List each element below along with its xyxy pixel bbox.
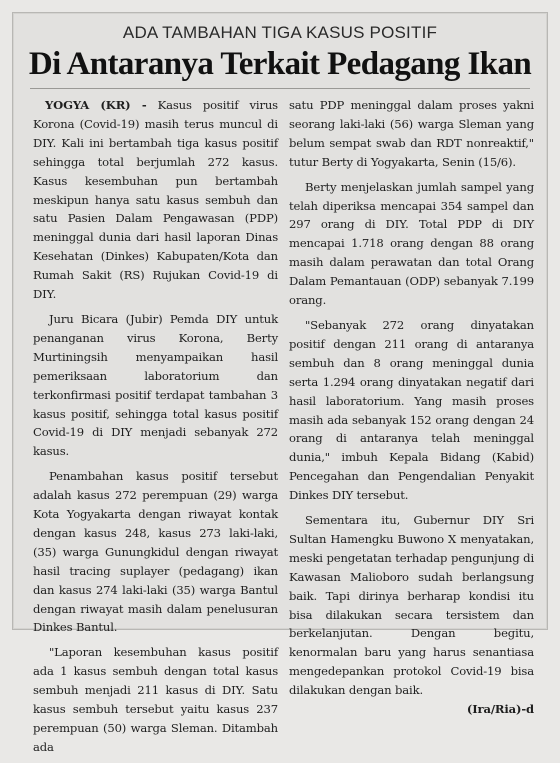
article-paragraph: Juru Bicara (Jubir) Pemda DIY untuk penanganan virus Korona, Berty Murtiningsih menyampaikan hasil pemeriksaan laboratorium dan terkonfirmasi positif terdapat tambahan 3 kasus positif, sehingga total kasus positif Covid-19 di DIY menjadi sebanyak 272 kasus. bbox=[33, 311, 278, 459]
article-column-right bbox=[289, 96, 534, 725]
article-kicker: ADA TAMBAHAN TIGA KASUS POSITIF bbox=[122, 23, 438, 42]
paragraph-text: Kasus positif virus Korona (Covid-19) masih terus muncul di DIY. Kali ini bertambah tiga kasus positif sehingga total berjumlah 272 kasus. Kasus kesembuhan pun bertambah meskipun hanya satu kasus sembuh dan satu Pasien Dalam Pengawasan (PDP) meninggal dunia dari hasil laporan Dinas Kesehatan (Dinkes) Kabupaten/Kota dan Rumah Sakit (RS) Rujukan Covid-19 di DIY. bbox=[33, 98, 278, 302]
article-paragraph bbox=[33, 96, 278, 304]
article-column-left bbox=[33, 96, 278, 763]
dateline: YOGYA (KR) - bbox=[45, 98, 147, 112]
headline-divider bbox=[30, 88, 530, 89]
article-paragraph bbox=[289, 511, 534, 719]
article-headline: Di Antaranya Terkait Pedagang Ikan bbox=[28, 46, 532, 82]
article-paragraph: Penambahan kasus positif tersebut adalah kasus 272 perempuan (29) warga Kota Yogyakarta dengan riwayat kontak dengan kasus 248, kasus 273 laki-laki, (35) warga Gunungkidul dengan riwayat hasil tracing suplayer (pedagang) ikan dan kasus 274 laki-laki (35) warga Bantul dengan riwayat masih dalam penelusuran Dinkes Bantul. bbox=[33, 469, 278, 635]
article-paragraph: "Laporan kesembuhan kasus positif ada 1 kasus sembuh dengan total kasus sembuh menjadi 211 kasus di DIY. Satu kasus sembuh tersebut yaitu kasus 237 perempuan (50) warga Sleman. Ditambah ada bbox=[33, 645, 278, 754]
paragraph-text: Sementara itu, Gubernur DIY Sri Sultan Hamengku Buwono X menyatakan, meski pengetatan terhadap pengunjung di Kawasan Malioboro sudah berlangsung baik. Tapi dirinya berharap kondisi itu bisa dilakukan secara tersistem dan berkelanjutan. Dengan begitu, kenormalan baru yang harus senantiasa mengedepankan protokol Covid-19 bisa dilakukan dengan baik. bbox=[289, 513, 534, 698]
author-signoff: (Ira/Ria)-d bbox=[466, 702, 534, 717]
article-paragraph: "Sebanyak 272 orang dinyatakan positif dengan 211 orang di antaranya sembuh dan 8 orang meninggal dunia serta 1.294 orang dinyatakan negatif dari hasil laboratorium. Yang masih proses masih ada sebanyak 152 orang dengan 24 orang di antaranya telah meninggal dunia," imbuh Kepala Bidang (Kabid) Pencegahan dan Pengendalian Penyakit Dinkes DIY tersebut. bbox=[289, 317, 534, 503]
article-paragraph: satu PDP meninggal dalam proses yakni seorang laki-laki (56) warga Sleman yang belum sempat swab dan RDT nonreaktif," tutur Berty di Yogyakarta, Senin (15/6). bbox=[289, 98, 534, 169]
article-paragraph: Berty menjelaskan jumlah sampel yang telah diperiksa mencapai 354 sampel dan 297 orang di DIY. Total PDP di DIY mencapai 1.718 orang dengan 88 orang masih dalam perawatan dan total Orang Dalam Pemantauan (ODP) sebanyak 7.199 orang. bbox=[289, 179, 534, 308]
